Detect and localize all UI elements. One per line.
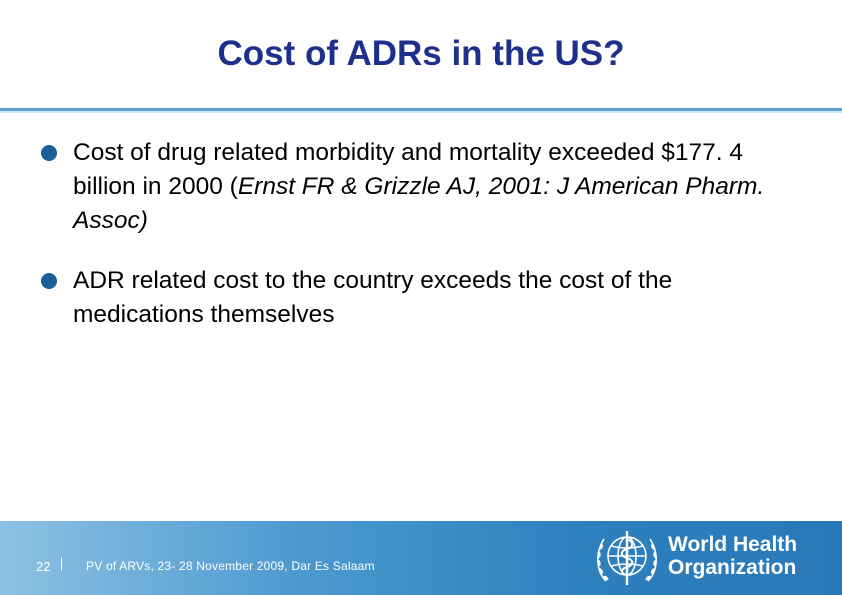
page-number: 22 [36, 559, 51, 574]
bullet-dot-icon [41, 145, 57, 161]
page-number-separator [61, 557, 62, 571]
slide-title: Cost of ADRs in the US? [217, 34, 625, 73]
footer-caption: PV of ARVs, 23- 28 November 2009, Dar Es Salaam [86, 559, 375, 573]
title-divider-shadow [0, 111, 842, 113]
who-emblem-icon [592, 525, 662, 591]
who-wordmark [668, 533, 797, 579]
bullet-citation: Ernst FR & Grizzle AJ, 2001: J American Pharm. Assoc) [73, 173, 765, 234]
bullet-list [40, 136, 800, 358]
bullet-text: ADR related cost to the country exceeds the cost of the medications themselves [73, 267, 673, 328]
bullet-item [40, 136, 800, 238]
who-wordmark-line2: Organization [668, 556, 797, 579]
bullet-item [40, 264, 800, 332]
footer-bar [0, 521, 842, 595]
bullet-text: Cost of drug related morbidity and mortality exceeded $177. 4 billion in 2000 ( [73, 139, 744, 200]
bullet-dot-icon [41, 273, 57, 289]
who-wordmark-line1: World Health [668, 533, 798, 556]
